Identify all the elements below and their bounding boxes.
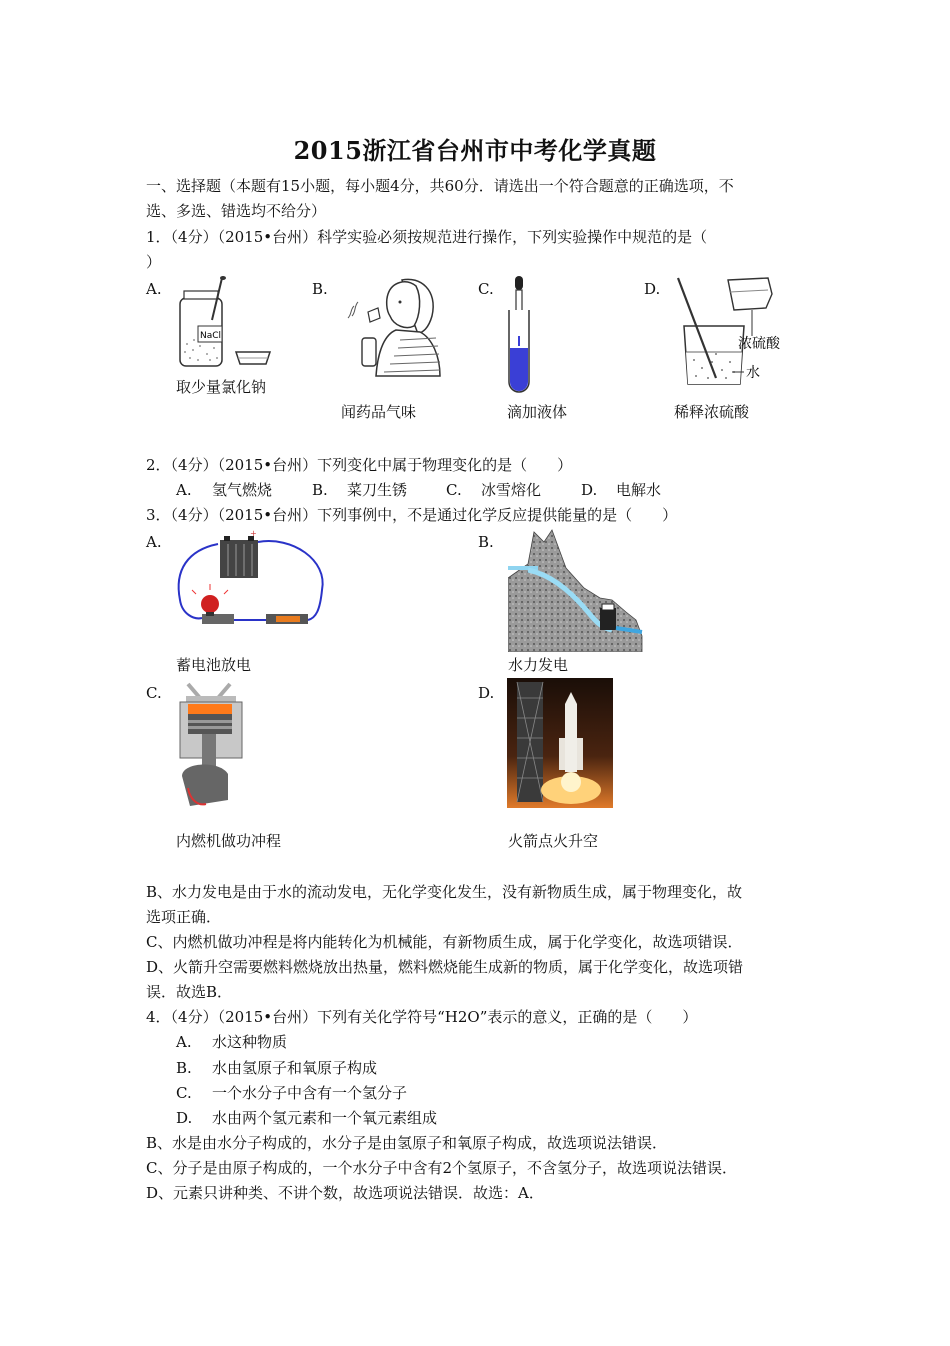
dropper-test-tube-illustration xyxy=(505,274,535,398)
q3-explain-line4: D、火箭升空需要燃料燃烧放出热量，燃料燃烧能生成新的物质，属于化学变化，故选项错 xyxy=(146,958,744,976)
q1-option-c-caption: 滴加液体 xyxy=(507,403,568,421)
q3-explain-line2: 选项正确． xyxy=(146,908,222,926)
q4-explain-line3: D、元素只讲种类、不讲个数，故选项说法错误．故选：A． xyxy=(146,1184,544,1202)
q4-explain-line2: C、分子是由原子构成的，一个水分子中含有2个氢原子，不含氢分子，故选项说法错误． xyxy=(146,1159,738,1177)
q3-explain-line5: 误．故选B． xyxy=(146,983,233,1001)
q2-option-b-letter: B. xyxy=(312,481,328,499)
q3-explain-line1: B、水力发电是由于水的流动发电，无化学变化发生，没有新物质生成，属于物理变化，故 xyxy=(146,883,743,901)
q2-option-d-letter: D. xyxy=(581,481,598,499)
q2-option-a-text: 氢气燃烧 xyxy=(212,481,273,499)
q3-option-c-caption: 内燃机做功冲程 xyxy=(176,832,282,850)
q3-option-c-letter: C. xyxy=(146,684,162,702)
q4-option-a-letter: A. xyxy=(176,1033,192,1051)
water-label: 水 xyxy=(746,365,760,381)
q1-stem-line2: ） xyxy=(146,253,162,271)
q1-option-c-letter: C. xyxy=(478,280,494,298)
dilute-acid-illustration xyxy=(672,274,784,392)
q4-option-c-letter: C. xyxy=(176,1084,192,1102)
q4-option-a-text: 水这种物质 xyxy=(212,1033,288,1051)
q1-option-b-letter: B. xyxy=(312,280,328,298)
q3-option-d-letter: D. xyxy=(478,684,495,702)
q1-option-d-letter: D. xyxy=(644,280,661,298)
page-title: 2015浙江省台州市中考化学真题 xyxy=(293,136,657,165)
q3-option-d-caption: 火箭点火升空 xyxy=(508,832,599,850)
smell-gas-illustration xyxy=(340,272,445,380)
q1-option-d-caption: 稀释浓硫酸 xyxy=(674,403,750,421)
q2-option-b-text: 菜刀生锈 xyxy=(347,481,408,499)
q2-option-d-text: 电解水 xyxy=(616,481,662,499)
q1-option-a-caption: 取少量氯化钠 xyxy=(176,378,267,396)
q4-option-d-letter: D. xyxy=(176,1109,193,1127)
q2-option-c-letter: C. xyxy=(446,481,462,499)
section-header-line2: 选、多选、错选均不给分） xyxy=(146,202,327,220)
svg-text:+: + xyxy=(250,530,257,538)
q2-stem: 2．（4分）（2015•台州）下列变化中属于物理变化的是（ ） xyxy=(146,456,573,474)
q4-option-b-letter: B. xyxy=(176,1059,192,1077)
jar-label: NaCl xyxy=(200,331,222,341)
hydro-power-illustration xyxy=(508,528,644,652)
q2-option-a-letter: A. xyxy=(176,481,192,499)
q3-explain-line3: C、内燃机做功冲程是将内能转化为机械能，有新物质生成，属于化学变化，故选项错误． xyxy=(146,933,743,951)
q2-option-c-text: 冰雪熔化 xyxy=(481,481,542,499)
q4-option-b-text: 水由氢原子和氧原子构成 xyxy=(212,1059,378,1077)
q1-option-a-letter: A. xyxy=(146,280,162,298)
engine-illustration xyxy=(172,680,248,812)
q4-explain-line1: B、水是由水分子构成的，水分子是由氢原子和氧原子构成，故选项说法错误． xyxy=(146,1134,668,1152)
q1-option-b-caption: 闻药品气味 xyxy=(341,403,417,421)
acid-label: 浓硫酸 xyxy=(738,336,780,352)
q3-option-a-letter: A. xyxy=(146,533,162,551)
q1-stem-line1: 1．（4分）（2015•台州）科学实验必须按规范进行操作，下列实验操作中规范的是（ xyxy=(146,228,708,246)
q4-option-d-text: 水由两个氢元素和一个氧元素组成 xyxy=(212,1109,438,1127)
section-header-line1: 一、选择题（本题有15小题，每小题4分，共60分．请选出一个符合题意的正确选项，不 xyxy=(146,177,734,195)
q3-stem: 3．（4分）（2015•台州）下列事例中，不是通过化学反应提供能量的是（ ） xyxy=(146,506,678,524)
rocket-launch-illustration xyxy=(507,678,613,808)
q3-option-b-letter: B. xyxy=(478,533,494,551)
q4-stem: 4．（4分）（2015•台州）下列有关化学符号“H2O”表示的意义，正确的是（ ） xyxy=(146,1008,698,1026)
salt-jar-spoon-illustration xyxy=(172,274,282,374)
q3-option-b-caption: 水力发电 xyxy=(508,656,569,674)
q4-option-c-text: 一个水分子中含有一个氢分子 xyxy=(212,1084,408,1102)
battery-circuit-illustration xyxy=(172,530,328,636)
q3-option-a-caption: 蓄电池放电 xyxy=(176,656,252,674)
